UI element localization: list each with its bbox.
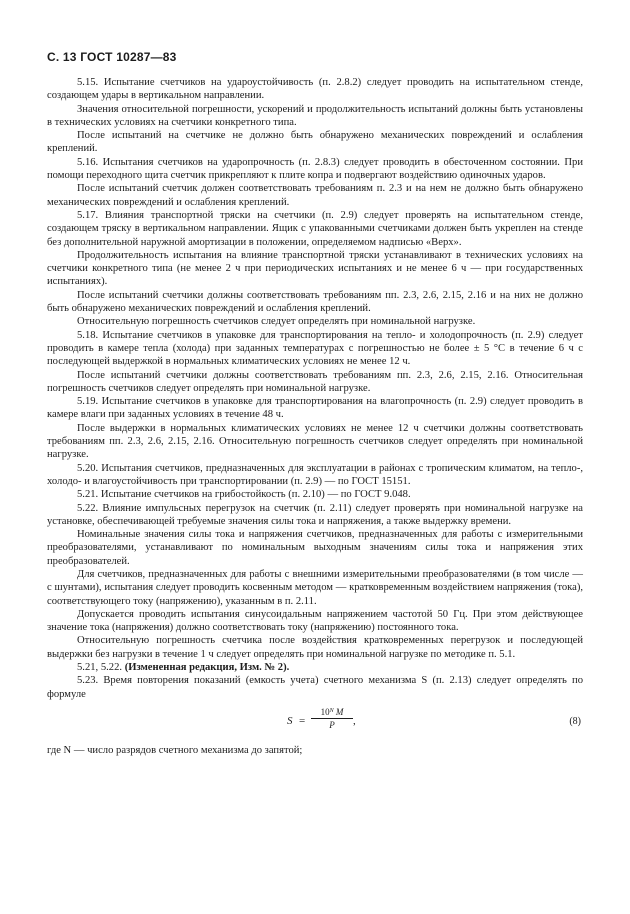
paragraph: 5.18. Испытание счетчиков в упаковке для транспортирования на тепло- и холодопрочность (п. 2.9) следует проводить в камере тепла (холода) при заданных температурах с погрешностью не более ± 5 °С в течение 6 ч с последующей выдержкой в нормальных климатических условиях не менее 12 ч. xyxy=(47,329,583,368)
paragraph: Продолжительность испытания на влияние транспортной тряски устанавливают в технических условиях на счетчики конкретного типа (не менее 2 ч при периодических испытаниях и не менее 6 ч — при государственных испытаниях). xyxy=(47,249,583,288)
paragraph: Допускается проводить испытания синусоидальным напряжением частотой 50 Гц. При этом действующее значение тока (напряжения) должно соответствовать току (напряжению) постоянного тока. xyxy=(47,608,583,634)
paragraph: 5.19. Испытание счетчиков в упаковке для транспортирования на влагопрочность (п. 2.9) следует проводить в камере влаги при заданных условиях в течение 48 ч. xyxy=(47,396,583,421)
paragraph: 5.17. Влияния транспортной тряски на счетчики (п. 2.9) следует проверять на испытательном стенде, создающем тряску в вертикальном направлении. Ящик с упакованными счетчиками должен быть укреплен на стенде без дополнительной наружной амортизации в положении, определяемом надписью «Верх». xyxy=(47,209,583,248)
amendment-note: (Измененная редакция, Изм. № 2). xyxy=(124,662,290,674)
paragraph: 5.16. Испытания счетчиков на ударопрочность (п. 2.8.3) следует проводить в обесточенном состоянии. При помощи переходного щита счетчик прикрепляют к плите копра и подвергают воздействию одиночных ударов. xyxy=(47,156,583,182)
formula-fraction xyxy=(311,706,353,731)
paragraph: 5.22. Влияние импульсных перегрузок на счетчик (п. 2.11) следует проверять при номинальной нагрузке на установке, обеспечивающей требуемые значения силы тока и напряжения, а также выдержку времени. xyxy=(47,502,583,527)
paragraph: После испытаний на счетчике не должно быть обнаружено механических повреждений и ослабления креплений. xyxy=(47,130,583,155)
formula-equals: = xyxy=(299,714,306,727)
paragraph: Относительную погрешность счетчика после воздействия кратковременных перегрузок и последующей выдержки без нагрузки в течение 1 ч следует определять при номинальной нагрузке по методике п. 5.1. xyxy=(47,635,583,660)
paragraph: Значения относительной погрешности, ускорений и продолжительность испытаний должны быть установлены в технических условиях на счетчики конкретного типа. xyxy=(47,103,583,128)
formula-numerator xyxy=(311,706,353,719)
amendment-line xyxy=(47,661,583,674)
formula-denominator: P xyxy=(329,719,335,730)
paragraph: Номинальные значения силы тока и напряжения счетчиков, предназначенных для работы с измерительными преобразователями, устанавливают по номинальным выходным значениям силы тока и напряжения этих преобразователей. xyxy=(47,529,583,567)
formula-comma: , xyxy=(353,714,356,727)
numerator-base: 10 xyxy=(320,706,330,717)
paragraph: После испытаний счетчик должен соответствовать требованиям п. 2.3 и на нем не должно быть обнаружено механических повреждений и ослабления креплений. xyxy=(47,183,583,208)
formula-number: (8) xyxy=(569,715,581,727)
numerator-variable: M xyxy=(335,706,344,717)
paragraph: 5.15. Испытание счетчиков на удароустойчивость (п. 2.8.2) следует проводить на испытательном стенде, создающем удары в вертикальном направлении. xyxy=(47,77,583,102)
paragraph: 5.21. Испытание счетчиков на грибостойкость (п. 2.10) — по ГОСТ 9.048. xyxy=(77,489,411,501)
paragraph: 5.20. Испытания счетчиков, предназначенных для эксплуатации в районах с тропическим климатом, на тепло-, холодо- и влагоустойчивость при транспортировании (п. 2.9) — по ГОСТ 15151. xyxy=(47,462,583,487)
amendment-refs: 5.21, 5.22. xyxy=(77,662,123,674)
numerator-exponent: N xyxy=(329,707,334,714)
paragraph: После испытаний счетчики должны соответствовать требованиям пп. 2.3, 2.6, 2.15, 2.16 и на них не должно быть обнаружено механических повреждений и ослабления креплений. xyxy=(47,289,583,315)
paragraph: Относительную погрешность счетчиков следует определять при номинальной нагрузке. xyxy=(77,316,476,328)
paragraph: После испытаний счетчики должны соответствовать требованиям пп. 2.3, 2.6, 2.15, 2.16. Относительная погрешность счетчиков следует определять при номинальной нагрузке. xyxy=(47,369,583,394)
formula-where: где N — число разрядов счетного механизма до запятой; xyxy=(47,744,303,756)
paragraph: После выдержки в нормальных климатических условиях не менее 12 ч счетчики должны соответствовать требованиям пп. 2.3, 2.6, 2.15, 2.16. Относительную погрешность счетчиков следует определять при номинальной нагрузке. xyxy=(47,422,583,461)
paragraph: 5.23. Время повторения показаний (емкость учета) счетного механизма S (п. 2.13) следует определять по формуле xyxy=(47,675,583,700)
formula-8 xyxy=(47,704,583,744)
paragraph: Для счетчиков, предназначенных для работы с внешними измерительными преобразователями (в том числе — с шунтами), испытания следует проводить косвенным методом — кратковременным воздействием напряжения (тока), соответствующего току (напряжению), указанным в п. 2.11. xyxy=(47,568,583,607)
document-body xyxy=(47,76,583,757)
formula-lhs: S xyxy=(287,714,293,727)
page-header: С. 13 ГОСТ 10287—83 xyxy=(47,50,177,64)
